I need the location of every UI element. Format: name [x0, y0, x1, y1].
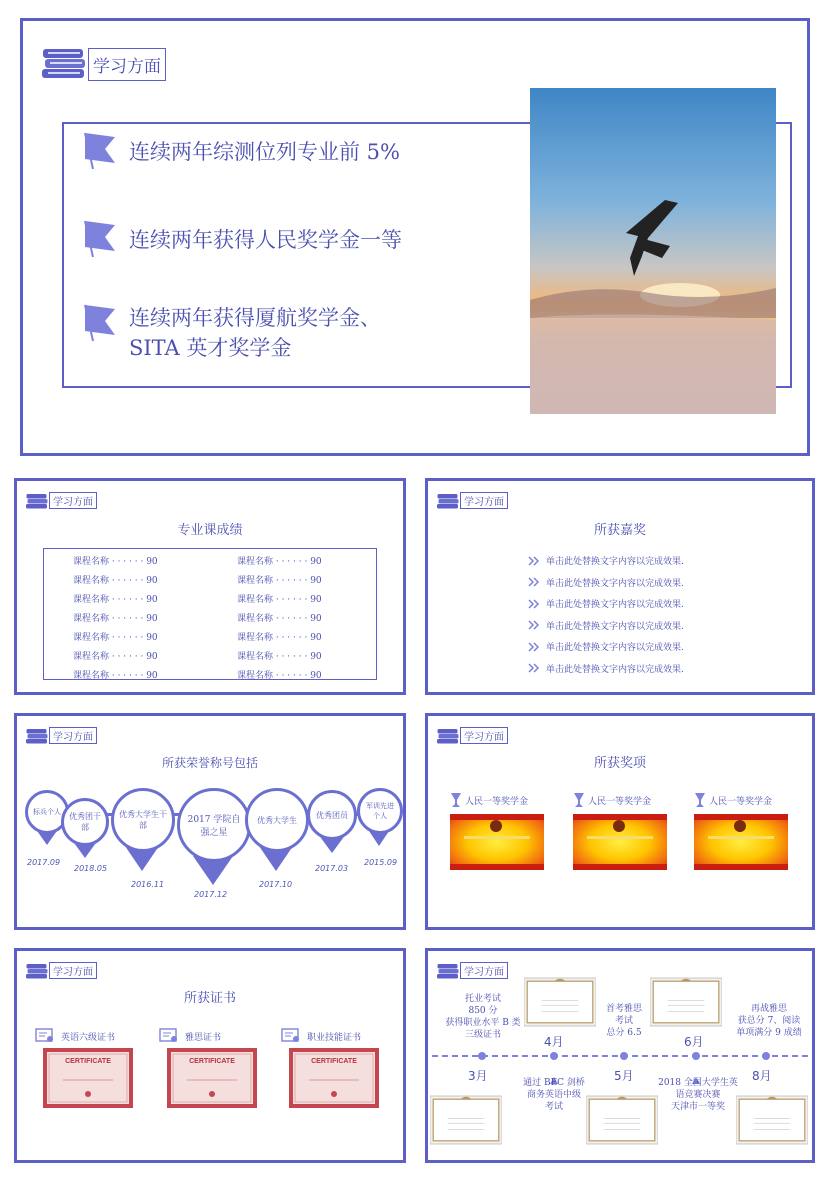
prize-text: 单击此处替换文字内容以完成效果.	[546, 600, 684, 610]
certificate-item	[159, 1028, 269, 1108]
honor-label: 优秀大学生	[257, 815, 297, 825]
score-row: 课程名称 · · · · · · 90	[73, 614, 158, 624]
prize-item	[528, 554, 684, 567]
prize-item	[528, 619, 684, 632]
honor-label: 优秀大学生干部	[119, 810, 167, 830]
honor-label: 2017 学院自强之星	[187, 815, 241, 838]
certificate-icon	[159, 1028, 179, 1044]
timeline-event-below: 通过 BEC 剑桥 商务英语中级 考试	[523, 1078, 585, 1112]
section-header	[436, 491, 508, 510]
honor-circle	[61, 798, 109, 846]
header-label: 学习方面	[88, 48, 166, 81]
certs-panel	[14, 948, 406, 1163]
top-panel	[20, 18, 810, 456]
month-label: 3月	[468, 1069, 488, 1083]
awards-title: 所获奖项	[593, 756, 646, 771]
double-chevron-icon	[528, 577, 540, 587]
timeline-dot	[620, 1052, 628, 1060]
score-row: 课程名称 · · · · · · 90	[237, 671, 322, 681]
honor-circle	[111, 788, 175, 852]
item-3	[83, 303, 381, 363]
books-icon	[436, 726, 460, 745]
timeline-dot	[762, 1052, 770, 1060]
award-item	[573, 792, 683, 870]
section-header	[436, 726, 508, 745]
header-label: 学习方面	[460, 492, 508, 509]
section-header	[436, 961, 508, 980]
red-certificate-image	[43, 1048, 133, 1108]
certificate-label: 英语六级证书	[61, 1032, 116, 1043]
eagle-icon	[530, 88, 776, 414]
month-label: 5月	[614, 1069, 634, 1083]
honor-circle	[307, 790, 357, 840]
award-item	[450, 792, 560, 870]
timeline-dot	[478, 1052, 486, 1060]
award-label: 人民一等奖学金	[709, 796, 773, 807]
score-row: 课程名称 · · · · · · 90	[237, 595, 322, 605]
books-icon	[436, 961, 460, 980]
month-label: 8月	[752, 1069, 772, 1083]
score-row: 课程名称 · · · · · · 90	[237, 652, 322, 662]
prizes-title: 所获嘉奖	[593, 523, 646, 538]
timeline-event-above: 首考雅思 考试 总分 6.5	[605, 1004, 642, 1038]
award-certificate-image	[450, 814, 544, 870]
score-row: 课程名称 · · · · · · 90	[73, 595, 158, 605]
award-label: 人民一等奖学金	[465, 796, 529, 807]
flag-icon	[83, 303, 119, 343]
timeline-event-above: 再战雅思 获总分 7、阅读 单项满分 9 成绩	[736, 1004, 802, 1038]
score-row: 课程名称 · · · · · · 90	[237, 633, 322, 643]
flag-icon	[83, 219, 119, 259]
honor-year: 2018.05	[74, 864, 108, 873]
header-label: 学习方面	[460, 962, 508, 979]
score-row: 课程名称 · · · · · · 90	[73, 652, 158, 662]
certificate-icon	[35, 1028, 55, 1044]
item-1	[83, 131, 400, 171]
certificate-heading: CERTIFICATE	[189, 1058, 235, 1065]
books-icon	[436, 491, 460, 510]
item-1-text: 连续两年综测位列专业前 5%	[129, 140, 400, 164]
award-certificate-image	[573, 814, 667, 870]
honors-title: 所获荣誉称号包括	[161, 756, 258, 770]
honor-year: 2017.10	[259, 880, 293, 889]
certificate-icon	[281, 1028, 301, 1044]
score-row: 课程名称 · · · · · · 90	[73, 576, 158, 586]
prize-text: 单击此处替换文字内容以完成效果.	[546, 557, 684, 567]
honors-panel	[14, 713, 406, 930]
certs-title: 所获证书	[183, 991, 236, 1006]
score-row: 课程名称 · · · · · · 90	[237, 576, 322, 586]
books-icon	[25, 491, 49, 510]
honor-year: 2017.03	[315, 864, 349, 873]
header-label: 学习方面	[49, 962, 97, 979]
flag-icon	[83, 131, 119, 171]
honor-circle	[245, 788, 309, 852]
section-header	[25, 961, 97, 980]
score-row: 课程名称 · · · · · · 90	[73, 557, 158, 567]
books-icon	[25, 726, 49, 745]
honor-label: 优秀团员	[316, 810, 348, 820]
month-label: 6月	[684, 1035, 704, 1049]
item-3-text-line2: SITA 英才奖学金	[129, 336, 292, 360]
certificate-image	[650, 977, 722, 1031]
honor-year: 2017.12	[194, 890, 228, 899]
item-2-text: 连续两年获得人民奖学金一等	[129, 228, 402, 252]
header-label: 学习方面	[49, 492, 97, 509]
award-label: 人民一等奖学金	[588, 796, 652, 807]
prize-text: 单击此处替换文字内容以完成效果.	[546, 621, 684, 632]
timeline-event-below: 2018 全国大学生英 语竞赛决赛 天津市一等奖	[658, 1078, 738, 1112]
prize-text: 单击此处替换文字内容以完成效果.	[546, 664, 684, 675]
prize-text: 单击此处替换文字内容以完成效果.	[546, 643, 684, 653]
score-row: 课程名称 · · · · · · 90	[237, 614, 322, 624]
honor-year: 2016.11	[131, 880, 165, 889]
double-chevron-icon	[528, 556, 540, 566]
item-3-text-line1: 连续两年获得厦航奖学金、	[129, 306, 381, 330]
honor-label: 标兵个人	[33, 808, 61, 816]
section-header	[25, 726, 97, 745]
section-header	[25, 491, 97, 510]
score-row: 课程名称 · · · · · · 90	[237, 557, 322, 567]
certificate-item	[281, 1028, 391, 1108]
prize-text: 单击此处替换文字内容以完成效果.	[546, 578, 684, 589]
prize-item	[528, 576, 684, 589]
timeline-event-above: 托业考试 850 分 获得职业水平 B 类 三级证书	[445, 994, 521, 1040]
honor-year: 2017.09	[27, 858, 61, 867]
honor-circle	[357, 788, 403, 834]
scores-panel	[14, 478, 406, 695]
trophy-icon	[694, 792, 706, 808]
award-item	[694, 792, 804, 870]
timeline-dot	[550, 1052, 558, 1060]
timeline-panel	[425, 948, 815, 1163]
double-chevron-icon	[528, 642, 540, 652]
eagle-photo	[530, 88, 776, 414]
awards-panel	[425, 713, 815, 930]
books-icon	[25, 961, 49, 980]
red-certificate-image	[289, 1048, 379, 1108]
timeline-dot	[692, 1052, 700, 1060]
header-label: 学习方面	[49, 727, 97, 744]
prize-item	[528, 597, 684, 610]
certificate-heading: CERTIFICATE	[65, 1058, 111, 1065]
item-2	[83, 219, 402, 259]
certificate-item	[35, 1028, 145, 1108]
certificate-label: 雅思证书	[185, 1032, 222, 1043]
prizes-panel	[425, 478, 815, 695]
red-certificate-image	[167, 1048, 257, 1108]
honor-label: 优秀团干部	[69, 812, 101, 832]
certificate-heading: CERTIFICATE	[311, 1058, 357, 1065]
score-row: 课程名称 · · · · · · 90	[73, 633, 158, 643]
prize-item	[528, 640, 684, 653]
score-row: 课程名称 · · · · · · 90	[73, 671, 158, 681]
honor-circle	[177, 788, 251, 862]
books-icon	[40, 43, 88, 85]
header-label: 学习方面	[460, 727, 508, 744]
trophy-icon	[573, 792, 585, 808]
honor-label: 军训先进个人	[366, 802, 394, 820]
award-certificate-image	[694, 814, 788, 870]
section-header	[40, 43, 166, 85]
honor-year: 2015.09	[364, 858, 398, 867]
prize-item	[528, 662, 684, 675]
certificate-label: 职业技能证书	[307, 1032, 362, 1043]
trophy-icon	[450, 792, 462, 808]
double-chevron-icon	[528, 599, 540, 609]
double-chevron-icon	[528, 620, 540, 630]
scores-title: 专业课成绩	[177, 523, 243, 538]
certificate-image	[430, 1095, 502, 1149]
double-chevron-icon	[528, 663, 540, 673]
month-label: 4月	[544, 1035, 564, 1049]
